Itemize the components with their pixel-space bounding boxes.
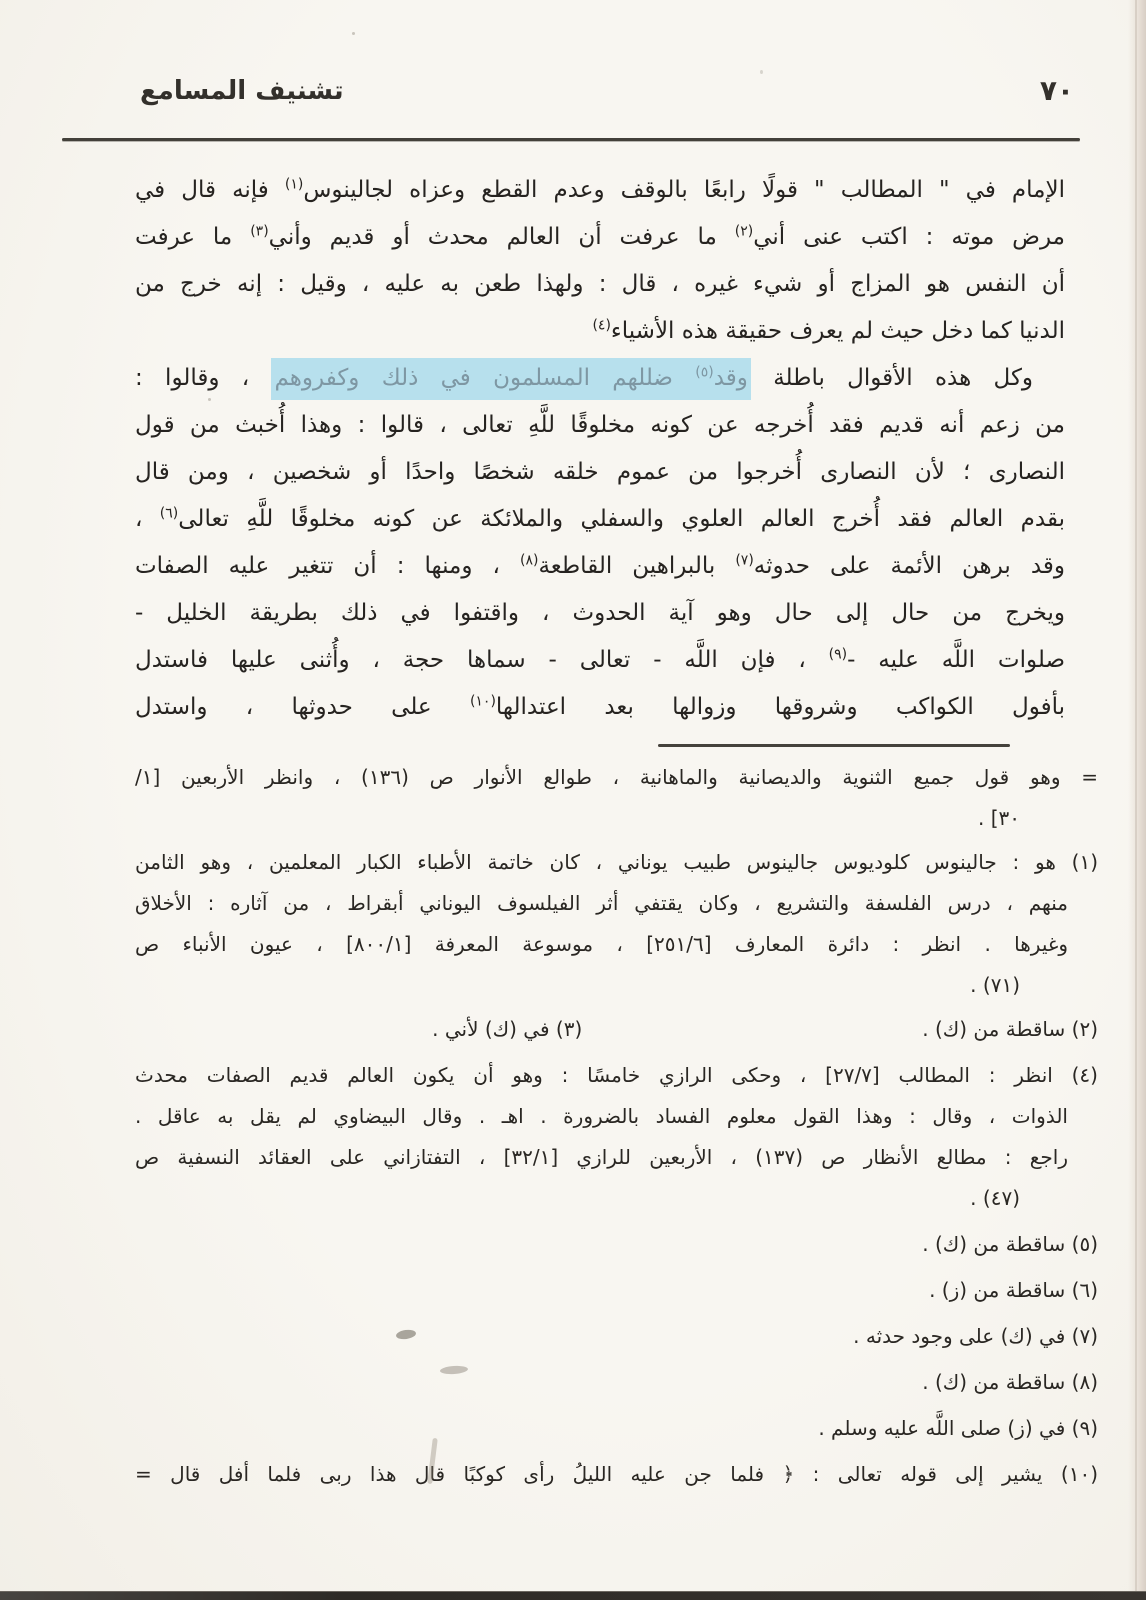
footnote-reference: (١٠) [469,693,496,710]
footnote-reference: (٣) [250,223,269,240]
header-rule [62,138,1080,141]
footnote [135,1270,1098,1311]
footnote-line: = وهو قول جميع الثنوية والديصانية والماهانية ، طوالع الأنوار ص (١٣٦) ، وانظر الأربعين [١/ [135,765,1098,789]
scan-artifact-speck [760,70,763,74]
footnote-reference: (٢) [734,223,754,240]
main-text-line: وقد برهن الأئمة على حدوثه$^{(٧)}$ بالبراهين القاطعة$^{(٨)}$ ، ومنها : أن تتغير عليه الصفات [135,552,1065,579]
footnote-reference: (٥) [695,364,714,381]
main-text-line: ويخرج من حال إلى حال وهو آية الحدوث ، واقتفوا في ذلك بطريقة الخليل - [135,600,1065,626]
footnote-line: (٩) في (ز) صلى اللَّه عليه وسلم . [818,1416,1098,1440]
footnote [135,1362,1098,1403]
main-text-line: مرض موته : اكتب عنى أني$^{(٢)}$ ما عرفت أن العالم محدث أو قديم وأني$^{(٣)}$ ما عرفت [135,223,1066,250]
footnote-line: (١) هو : جالينوس كلوديوس جالينوس طبيب يوناني ، كان خاتمة الأطباء الكبار المعلمين ، وهو الثامن [135,850,1098,874]
scan-artifact-right-edge [1128,0,1146,1600]
main-text-line: صلوات اللَّه عليه -$^{(٩)}$ ، فإن اللَّه - تعالى - سماها حجة ، وأُثنى عليها فاستدل [135,646,1065,673]
footnote-reference: (٨) [519,552,539,569]
text-highlight: وقد$^{(٥)}$ ضللهم المسلمون في ذلك وكفروهم [271,358,750,400]
footnote-line: (٦) ساقطة من (ز) . [929,1278,1098,1302]
footnote-line: (٤٧) . [970,1186,1020,1210]
footnote-line: (١٠) يشير إلى قوله تعالى : ﴿ فلما جن عليه الليلُ رأى كوكبًا قال هذا ربى فلما أفل قال = [135,1462,1098,1486]
main-text-line: من زعم أنه قديم فقد أُخرجه عن كونه مخلوقًا للَّهِ تعالى ، قالوا : وهذا أُخبث من قول [135,412,1065,438]
main-text-line: بأفول الكواكب وشروقها وزوالها بعد اعتدالها$^{(١٠)}$ على حدوثها ، واستدل [135,693,1066,720]
footnote [135,842,1098,1006]
footnote-line: منهم ، درس الفلسفة والتشريع ، وكان يقتفي أثر الفيلسوف اليوناني أبقراط ، من آثاره : الأخلاق [135,891,1068,915]
footnotes-section [135,757,1098,1498]
footnote-reference: (٦) [159,505,179,522]
footnote-line: وغيرها . انظر : دائرة المعارف [٢٥١/٦] ، موسوعة المعرفة [٨٠٠/١] ، عيون الأنباء ص [135,932,1068,956]
footnote [135,1224,1098,1265]
footnote-reference: (٧) [735,552,754,569]
footnote [135,1408,1098,1449]
footnote-line: ٣٠] . [977,806,1020,830]
main-text-line: أن النفس هو المزاج أو شيء غيره ، قال : ولهذا طعن به عليه ، وقيل : إنه خرج من [135,271,1065,297]
footnote [135,1055,1098,1219]
footnote-reference: (٤) [592,317,611,334]
main-text-line: النصارى ؛ لأن النصارى أُخرجوا من عموم خلقه شخصًا واحدًا أو شخصين ، ومن قال [135,459,1065,485]
main-text-line-highlighted: وكل هذه الأقوال باطلة وقد$^{(٥)}$ ضللهم المسلمون في ذلك وكفروهم ، وقالوا : [135,355,1065,402]
footnote-line: (٥) ساقطة من (ك) . [922,1232,1098,1256]
main-text-line: بقدم العالم فقد أُخرج العالم العلوي والسفلي والملائكة عن كونه مخلوقًا للَّهِ تعالى$^{(٦)}$ ، [135,505,1065,532]
footnote: (٢) ساقطة من (ك) . [922,1017,1098,1041]
main-text-line: الدنيا كما دخل حيث لم يعرف حقيقة هذه الأشياء$^{(٤)}$ [592,317,1065,344]
scan-artifact-speck [208,398,211,401]
footnote [135,1316,1098,1357]
footnote-continued-next-page [135,1454,1098,1495]
footnote-line: (٨) ساقطة من (ك) . [922,1370,1098,1394]
scan-artifact-bottom-strip [0,1591,1146,1600]
scan-artifact-speck [352,32,355,35]
footnote: (٣) في (ك) لأني . [432,1017,583,1041]
footnote-pair-row [135,1009,1098,1050]
footnote-line: (٧١) . [970,973,1020,997]
scan-artifact-right-edge-line [1135,0,1137,1600]
footnote-line: (٤) انظر : المطالب [٢٧/٧] ، وحكى الرازي خامسًا : وهو أن يكون العالم قديم الصفات محدث [135,1063,1098,1087]
page-number: ٧٠ [1039,74,1074,107]
main-text [135,167,1065,731]
footnote-line: الذوات ، وقال : وهذا القول معلوم الفساد بالضرورة . اهـ . وقال البيضاوي لم يقل به عاقل . [135,1104,1068,1128]
main-text-line: الإمام في " المطالب " قولًا رابعًا بالوقف وعدم القطع وعزاه لجالينوس$^{(١)}$ فإنه قال في [135,176,1065,203]
footnote-reference: (١) [284,176,304,193]
footnote-separator [658,744,1010,747]
footnote-line: (٧) في (ك) على وجود حدثه . [853,1324,1098,1348]
footnote-line: راجع : مطالع الأنظار ص (١٣٧) ، الأربعين للرازي [٣٢/١] ، التفتازاني على العقائد النسفية ص [135,1145,1068,1169]
page-title: تشنيف المسامع [140,76,344,106]
footnote-continuation [135,757,1098,839]
footnote-reference: (٩) [828,646,848,663]
